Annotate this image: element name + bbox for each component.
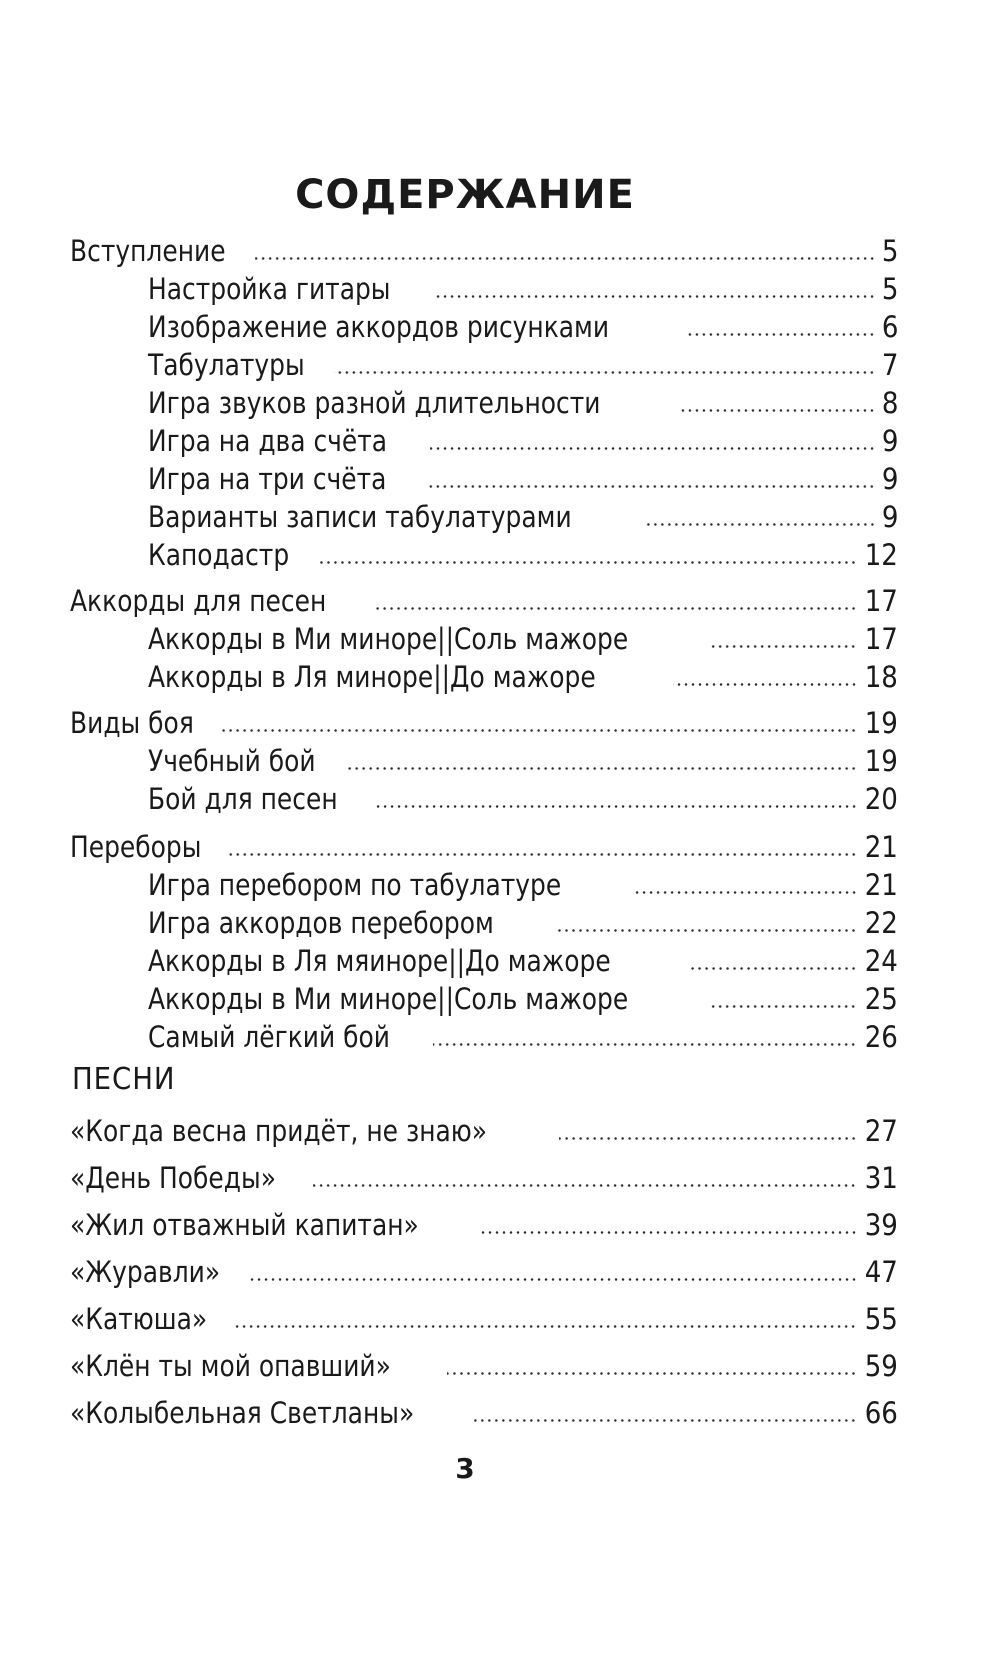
toc-entry-page: 6 <box>881 310 898 344</box>
toc-entry-page: 22 <box>864 906 898 940</box>
dot-leader <box>316 561 857 564</box>
song-entry-page: 39 <box>864 1208 898 1242</box>
toc-entry <box>148 776 898 816</box>
song-entry-label: «Клён ты мой опавший» <box>70 1349 391 1383</box>
dot-leader <box>480 1231 858 1234</box>
toc-entry-page: 20 <box>864 782 898 816</box>
song-entry-label: «Жил отважный капитан» <box>70 1208 419 1242</box>
toc-entry-label: Игра на три счёта <box>148 462 387 496</box>
song-entry <box>70 1202 898 1242</box>
toc-entry-label: Вступление <box>70 234 226 268</box>
toc-entry-label: Варианты записи табулатурами <box>148 500 572 534</box>
toc-entry-page: 25 <box>864 982 898 1016</box>
toc-entry <box>148 938 898 978</box>
toc-entry-label: Аккорды в Ля миноре||До мажоре <box>148 660 596 694</box>
toc-entry-label: Настройка гитары <box>148 272 391 306</box>
toc-entry-label: Аккорды в Ля мяиноре||До мажоре <box>148 944 611 978</box>
toc-entry <box>70 578 898 618</box>
dot-leader <box>313 1184 857 1187</box>
toc-entry-page: 9 <box>881 424 898 458</box>
toc-entry-page: 12 <box>864 538 898 572</box>
song-entry-page: 59 <box>864 1349 898 1383</box>
toc-entry-page: 19 <box>864 744 898 778</box>
toc-entry <box>148 532 898 572</box>
toc-entry <box>70 824 898 864</box>
toc-entry-label: Аккорды для песен <box>70 584 327 618</box>
toc-entry-label: Аккорды в Ми миноре||Соль мажоре <box>148 622 629 656</box>
page-number: 3 <box>455 1452 475 1485</box>
dot-leader <box>710 645 857 648</box>
dot-leader <box>673 683 858 686</box>
dot-leader <box>372 607 857 610</box>
song-entry <box>70 1249 898 1289</box>
song-entry <box>70 1296 898 1336</box>
song-entry-label: «Колыбельная Светланы» <box>70 1396 415 1430</box>
toc-entry-page: 8 <box>881 386 898 420</box>
toc-entry-page: 24 <box>864 944 898 978</box>
toc-entry-page: 21 <box>864 868 898 902</box>
toc-entry <box>148 900 898 940</box>
dot-leader <box>559 1137 857 1140</box>
toc-entry <box>148 342 898 382</box>
toc-entry <box>70 228 898 268</box>
dot-leader <box>710 1005 857 1008</box>
dot-leader <box>645 523 876 526</box>
song-entry-label: «Катюша» <box>70 1302 208 1336</box>
song-entry <box>70 1108 898 1148</box>
toc-entry <box>148 1014 898 1054</box>
toc-entry <box>148 738 898 778</box>
song-entry-label: «Когда весна придёт, не знаю» <box>70 1114 488 1148</box>
toc-entry-label: Изображение аккордов рисунками <box>148 310 610 344</box>
song-entry-page: 55 <box>864 1302 898 1336</box>
song-entry-label: «День Победы» <box>70 1161 276 1195</box>
toc-entry-label: Каподастр <box>148 538 290 572</box>
toc-entry-page: 17 <box>864 622 898 656</box>
song-entry-page: 31 <box>864 1161 898 1195</box>
dot-leader <box>227 853 857 856</box>
toc-entry-label: Учебный бой <box>148 744 316 778</box>
dot-leader <box>334 371 875 374</box>
toc-entry-label: Бой для песен <box>148 782 338 816</box>
toc-entry-page: 5 <box>881 234 898 268</box>
dot-leader <box>690 967 857 970</box>
dot-leader <box>433 1043 857 1046</box>
toc-entry-page: 18 <box>864 660 898 694</box>
toc-entry <box>148 304 898 344</box>
dot-leader <box>373 805 858 808</box>
songs-heading: ПЕСНИ <box>72 1062 176 1097</box>
toc-entry-label: Игра перебором по табулатуре <box>148 868 562 902</box>
toc-entry-label: Аккорды в Ми миноре||Соль мажоре <box>148 982 629 1016</box>
toc-entry <box>148 380 898 420</box>
toc-entry-page: 9 <box>881 500 898 534</box>
toc-entry <box>148 266 898 306</box>
toc-entry-label: Табулатуры <box>148 348 305 382</box>
toc-entry <box>148 456 898 496</box>
song-entry <box>70 1343 898 1383</box>
toc-entry-label: Игра аккордов перебором <box>148 906 494 940</box>
dot-leader <box>430 447 876 450</box>
toc-entry-label: Игра звуков разной длительности <box>148 386 601 420</box>
dot-leader <box>633 891 858 894</box>
toc-entry <box>148 654 898 694</box>
toc-entry-page: 19 <box>864 706 898 740</box>
dot-leader <box>218 729 857 732</box>
toc-entry-page: 9 <box>881 462 898 496</box>
dot-leader <box>434 295 876 298</box>
dot-leader <box>249 1278 858 1281</box>
dot-leader <box>255 257 876 260</box>
toc-entry-label: Переборы <box>70 830 202 864</box>
song-entry <box>70 1390 898 1430</box>
toc-entry-page: 7 <box>881 348 898 382</box>
song-entry-page: 27 <box>864 1114 898 1148</box>
song-entry-page: 47 <box>864 1255 898 1289</box>
dot-leader <box>678 409 875 412</box>
song-entry-page: 66 <box>864 1396 898 1430</box>
toc-entry <box>148 862 898 902</box>
dot-leader <box>429 485 875 488</box>
page-title: СОДЕРЖАНИЕ <box>295 172 635 218</box>
dot-leader <box>474 1419 857 1422</box>
dot-leader <box>554 929 857 932</box>
toc-entry-page: 17 <box>864 584 898 618</box>
toc-entry-page: 21 <box>864 830 898 864</box>
toc-entry <box>148 494 898 534</box>
dot-leader <box>233 1325 857 1328</box>
toc-entry-label: Виды боя <box>70 706 194 740</box>
song-entry-label: «Журавли» <box>70 1255 221 1289</box>
song-entry <box>70 1155 898 1195</box>
dot-leader <box>347 767 857 770</box>
dot-leader <box>447 1372 857 1375</box>
toc-entry <box>148 418 898 458</box>
toc-entry-page: 5 <box>881 272 898 306</box>
toc-entry-label: Самый лёгкий бой <box>148 1020 390 1054</box>
dot-leader <box>688 333 875 336</box>
toc-entry <box>148 616 898 656</box>
toc-entry-page: 26 <box>864 1020 898 1054</box>
toc-entry-label: Игра на два счёта <box>148 424 388 458</box>
toc-entry <box>148 976 898 1016</box>
toc-entry <box>70 700 898 740</box>
